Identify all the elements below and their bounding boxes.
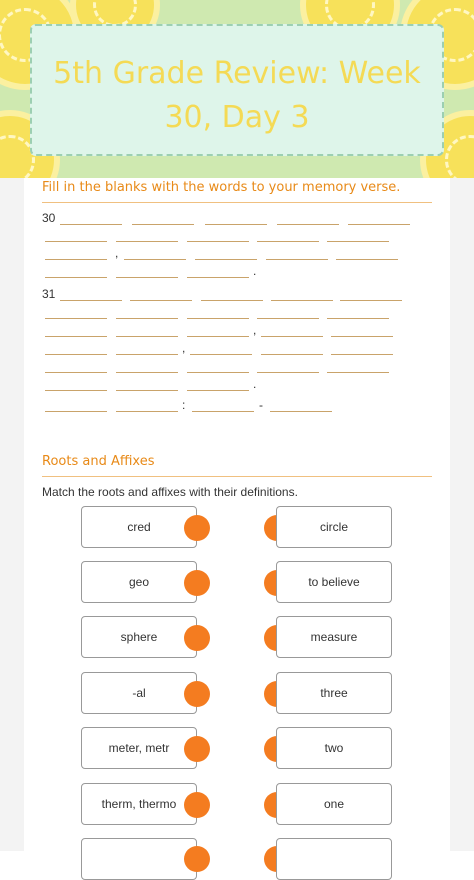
- page-title: 5th Grade Review: Week 30, Day 3: [53, 56, 421, 135]
- verse-blank[interactable]: [45, 336, 107, 337]
- verse-blank[interactable]: [271, 300, 333, 301]
- verse-blank[interactable]: [45, 318, 107, 319]
- match-instructions: Match the roots and affixes with their definitions.: [42, 485, 298, 499]
- match-right-item[interactable]: [276, 838, 392, 880]
- match-right-item[interactable]: to believe: [276, 561, 392, 603]
- verse-blank[interactable]: [201, 300, 263, 301]
- match-right-item[interactable]: three: [276, 672, 392, 714]
- verse-blank[interactable]: [116, 390, 178, 391]
- verse-blank[interactable]: [192, 411, 254, 412]
- match-connector-dot[interactable]: [184, 515, 210, 541]
- verse-blank[interactable]: [130, 300, 192, 301]
- match-connector-dot[interactable]: [184, 570, 210, 596]
- verse-blank[interactable]: [45, 372, 107, 373]
- verse-blank[interactable]: [340, 300, 402, 301]
- verse-blank[interactable]: [331, 336, 393, 337]
- verse-blank[interactable]: [266, 259, 328, 260]
- verse-blank[interactable]: [116, 318, 178, 319]
- verse-blank[interactable]: [187, 336, 249, 337]
- match-left-item[interactable]: cred: [81, 506, 197, 548]
- verse-punctuation: .: [253, 377, 257, 391]
- verse-blank[interactable]: [187, 241, 249, 242]
- verse-blank[interactable]: [327, 318, 389, 319]
- verse-blank[interactable]: [45, 390, 107, 391]
- verse-blank[interactable]: [257, 318, 319, 319]
- section-title-roots: Roots and Affixes: [42, 454, 155, 469]
- verse-blank[interactable]: [261, 354, 323, 355]
- match-left-item[interactable]: geo: [81, 561, 197, 603]
- match-connector-dot[interactable]: [184, 625, 210, 651]
- verse-blank[interactable]: [190, 354, 252, 355]
- match-connector-dot[interactable]: [184, 681, 210, 707]
- section-title-memory-verse: Fill in the blanks with the words to your memory verse.: [42, 180, 401, 195]
- match-connector-dot[interactable]: [184, 792, 210, 818]
- verse-blank[interactable]: [348, 224, 410, 225]
- verse-blank[interactable]: [45, 277, 107, 278]
- match-right-item[interactable]: measure: [276, 616, 392, 658]
- verse-blank[interactable]: [60, 224, 122, 225]
- verse-punctuation: ,: [182, 341, 186, 355]
- title-card: [30, 24, 444, 156]
- verse-blank[interactable]: [45, 411, 107, 412]
- verse-blank[interactable]: [331, 354, 393, 355]
- verse-blank[interactable]: [336, 259, 398, 260]
- verse-blank[interactable]: [45, 354, 107, 355]
- verse-blank[interactable]: [132, 224, 194, 225]
- verse-number: 30: [42, 211, 56, 225]
- match-connector-dot[interactable]: [184, 846, 210, 872]
- verse-blank[interactable]: [45, 241, 107, 242]
- verse-number: 31: [42, 287, 56, 301]
- verse-blank[interactable]: [327, 372, 389, 373]
- header-banner: [0, 0, 474, 178]
- page-margin-right: [450, 178, 474, 851]
- verse-blank[interactable]: [195, 259, 257, 260]
- verse-blank[interactable]: [270, 411, 332, 412]
- match-left-item[interactable]: -al: [81, 672, 197, 714]
- match-left-item[interactable]: therm, thermo: [81, 783, 197, 825]
- match-right-item[interactable]: one: [276, 783, 392, 825]
- verse-punctuation: ,: [253, 323, 257, 337]
- verse-blank[interactable]: [45, 259, 107, 260]
- verse-blank[interactable]: [187, 318, 249, 319]
- verse-punctuation: .: [253, 264, 257, 278]
- verse-punctuation: -: [259, 398, 263, 412]
- page-margin-left: [0, 178, 24, 851]
- match-left-item[interactable]: [81, 838, 197, 880]
- verse-blank[interactable]: [205, 224, 267, 225]
- match-right-item[interactable]: two: [276, 727, 392, 769]
- verse-blank[interactable]: [257, 372, 319, 373]
- verse-blank[interactable]: [124, 259, 186, 260]
- match-right-item[interactable]: circle: [276, 506, 392, 548]
- match-left-item[interactable]: meter, metr: [81, 727, 197, 769]
- verse-blank[interactable]: [116, 241, 178, 242]
- verse-blank[interactable]: [116, 411, 178, 412]
- verse-blank[interactable]: [60, 300, 122, 301]
- verse-blank[interactable]: [187, 390, 249, 391]
- verse-blank[interactable]: [187, 372, 249, 373]
- verse-blank[interactable]: [327, 241, 389, 242]
- verse-blank[interactable]: [261, 336, 323, 337]
- verse-blank[interactable]: [116, 336, 178, 337]
- verse-blank[interactable]: [257, 241, 319, 242]
- section-divider: [42, 476, 432, 477]
- section-divider: [42, 202, 432, 203]
- verse-blank[interactable]: [116, 372, 178, 373]
- verse-blank[interactable]: [116, 277, 178, 278]
- verse-punctuation: :: [182, 398, 186, 412]
- verse-blank[interactable]: [116, 354, 178, 355]
- match-connector-dot[interactable]: [184, 736, 210, 762]
- verse-blank[interactable]: [187, 277, 249, 278]
- match-left-item[interactable]: sphere: [81, 616, 197, 658]
- verse-punctuation: ,: [115, 246, 119, 260]
- verse-blank[interactable]: [277, 224, 339, 225]
